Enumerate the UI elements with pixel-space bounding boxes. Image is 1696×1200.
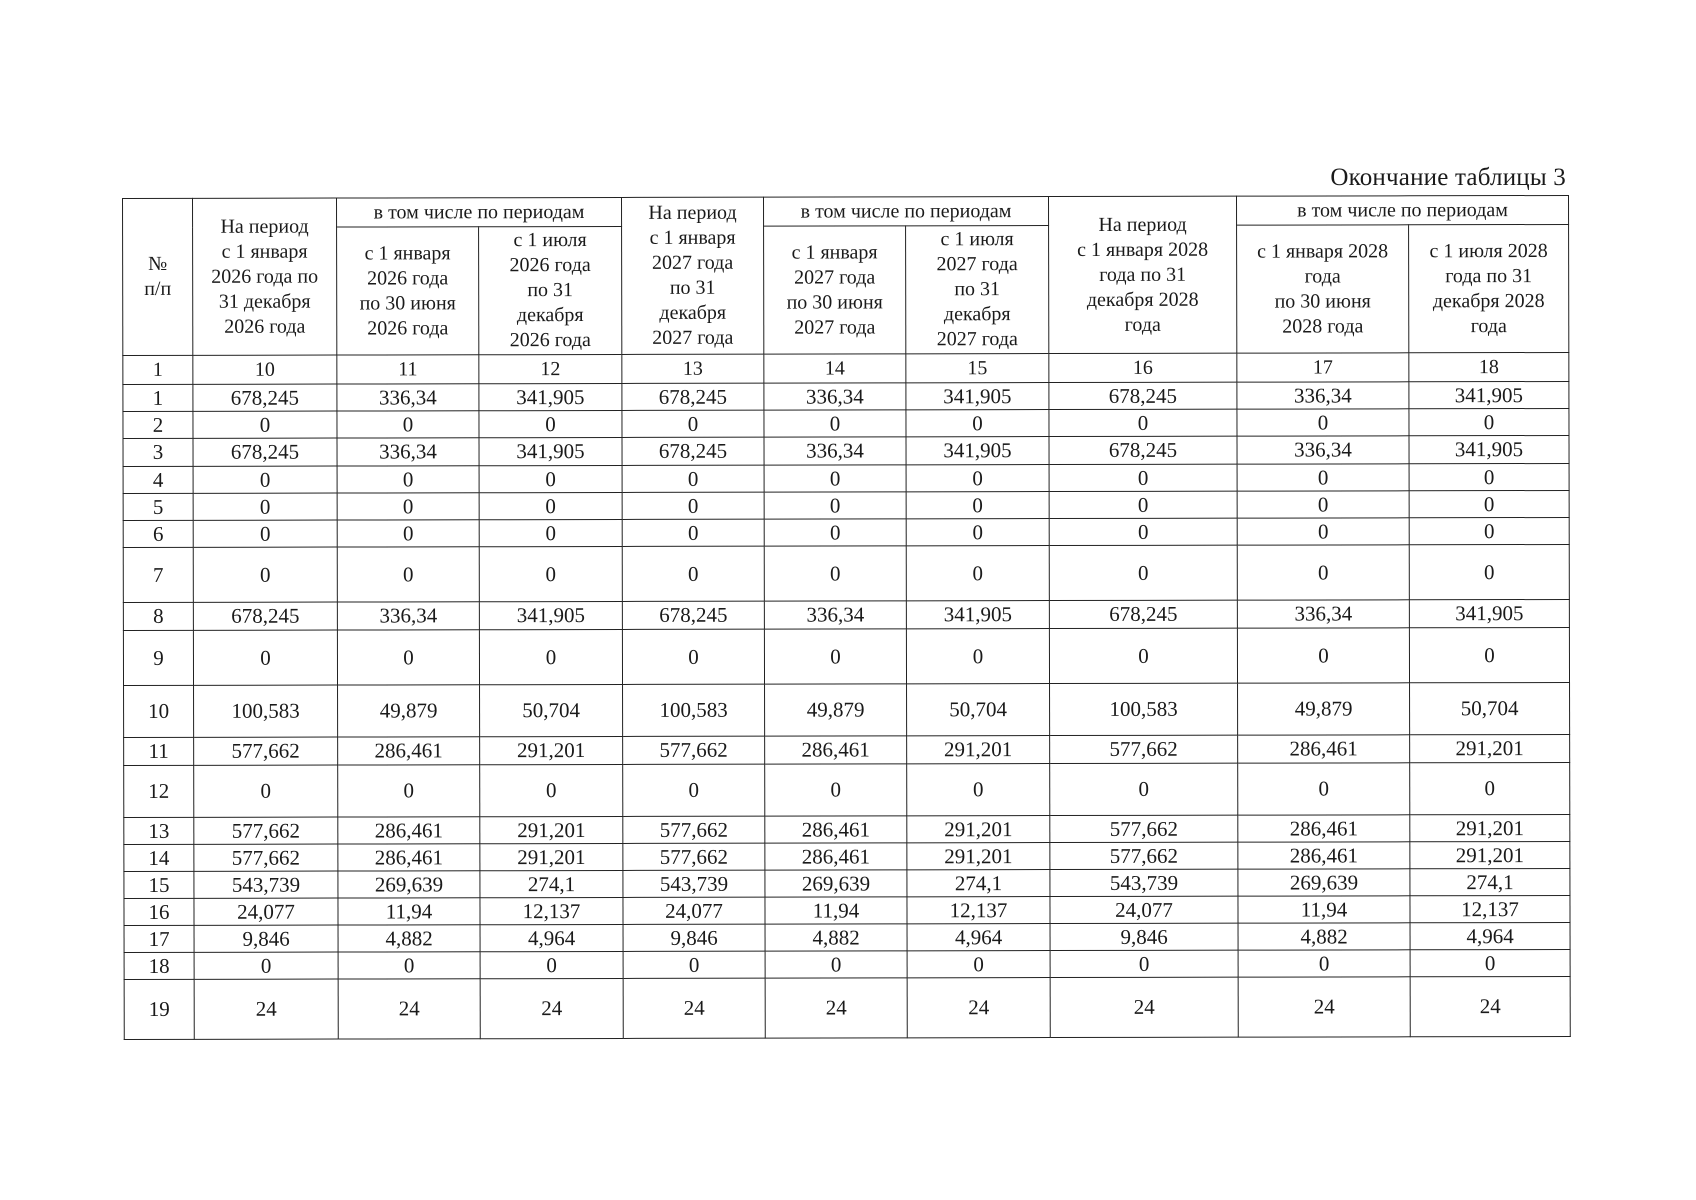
- value-cell: 341,905: [479, 437, 622, 465]
- table-row: [124, 949, 1570, 979]
- table-row: [123, 517, 1569, 547]
- value-cell: 24: [194, 979, 338, 1039]
- row-number-cell: 17: [124, 925, 194, 952]
- row-number-cell: 9: [123, 630, 193, 685]
- value-cell: 269,639: [338, 871, 480, 898]
- value-cell: 0: [764, 492, 906, 519]
- value-cell: 274,1: [480, 870, 623, 897]
- value-cell: 0: [1238, 950, 1410, 977]
- row-number-cell: 11: [124, 737, 194, 765]
- value-cell: 24: [765, 978, 907, 1038]
- value-cell: 291,201: [907, 843, 1050, 870]
- value-cell: 274,1: [907, 870, 1050, 897]
- table-row: [123, 408, 1569, 438]
- value-cell: 0: [1049, 464, 1237, 491]
- value-cell: 0: [1238, 763, 1410, 815]
- value-cell: 0: [193, 493, 337, 520]
- value-cell: 0: [765, 951, 907, 978]
- value-cell: 341,905: [906, 383, 1049, 410]
- table-row: [123, 544, 1569, 602]
- value-cell: 678,245: [1049, 436, 1237, 464]
- value-cell: 0: [764, 465, 906, 492]
- value-cell: 341,905: [1409, 381, 1569, 408]
- value-cell: 24: [907, 978, 1050, 1038]
- value-cell: 0: [479, 410, 622, 437]
- value-cell: 0: [764, 519, 906, 546]
- value-cell: 50,704: [1410, 682, 1570, 734]
- column-number-cell: 11: [337, 355, 479, 384]
- value-cell: 286,461: [1238, 842, 1410, 869]
- value-cell: 0: [479, 519, 622, 546]
- value-cell: 336,34: [764, 437, 906, 465]
- value-cell: 49,879: [765, 684, 907, 736]
- header-2028-h1: с 1 января 2028 года по 30 июня 2028 года: [1237, 225, 1409, 353]
- value-cell: 0: [1237, 545, 1409, 600]
- table-row: [124, 895, 1570, 925]
- value-cell: 678,245: [622, 383, 764, 410]
- table-row: [124, 976, 1570, 1039]
- value-cell: 341,905: [1409, 599, 1569, 627]
- row-number-cell: 5: [123, 493, 193, 520]
- value-cell: 678,245: [1049, 600, 1237, 628]
- value-cell: 336,34: [1237, 436, 1409, 464]
- value-cell: 336,34: [337, 384, 479, 411]
- value-cell: 0: [1410, 949, 1570, 976]
- value-cell: 291,201: [907, 736, 1050, 764]
- value-cell: 0: [337, 547, 479, 602]
- value-cell: 0: [622, 465, 764, 492]
- value-cell: 0: [193, 630, 337, 685]
- table-row: [124, 734, 1570, 765]
- row-number-cell: 3: [123, 438, 193, 466]
- value-cell: 291,201: [480, 736, 623, 764]
- header-2027-h2: с 1 июля 2027 года по 31 декабря 2027 года: [906, 226, 1049, 354]
- table-row: [124, 922, 1570, 952]
- value-cell: 0: [1237, 464, 1409, 491]
- value-cell: 0: [1409, 408, 1569, 435]
- value-cell: 0: [193, 411, 337, 438]
- value-cell: 678,245: [622, 601, 764, 629]
- value-cell: 291,201: [1410, 841, 1570, 868]
- value-cell: 336,34: [1237, 382, 1409, 409]
- value-cell: 291,201: [1410, 734, 1570, 762]
- value-cell: 0: [1049, 545, 1237, 600]
- row-number-cell: 19: [124, 979, 194, 1039]
- value-cell: 0: [1237, 491, 1409, 518]
- value-cell: 0: [906, 519, 1049, 546]
- value-cell: 0: [1237, 628, 1409, 683]
- value-cell: 0: [1409, 627, 1569, 682]
- column-number-cell: 1: [123, 355, 193, 384]
- value-cell: 0: [907, 951, 1050, 978]
- value-cell: 12,137: [480, 897, 623, 924]
- value-cell: 0: [338, 765, 480, 817]
- value-cell: 0: [906, 492, 1049, 519]
- value-cell: 577,662: [194, 817, 338, 844]
- value-cell: 0: [1049, 491, 1237, 518]
- value-cell: 0: [764, 546, 906, 601]
- value-cell: 678,245: [1049, 382, 1237, 409]
- value-cell: 336,34: [337, 602, 479, 630]
- value-cell: 543,739: [194, 871, 338, 898]
- value-cell: 0: [764, 629, 906, 684]
- row-number-cell: 7: [123, 547, 193, 602]
- value-cell: 286,461: [765, 816, 907, 843]
- table-row: [124, 841, 1570, 871]
- value-cell: 0: [193, 466, 337, 493]
- value-cell: 0: [1049, 518, 1237, 545]
- value-cell: 577,662: [1050, 815, 1238, 842]
- value-cell: 543,739: [1050, 869, 1238, 896]
- column-number-cell: 17: [1237, 353, 1409, 382]
- value-cell: 24: [1238, 977, 1410, 1037]
- row-number-cell: 12: [124, 765, 194, 817]
- header-group-2026: в том числе по периодам: [337, 197, 622, 227]
- value-cell: 0: [480, 764, 623, 816]
- column-number-cell: 10: [193, 355, 337, 384]
- value-cell: 0: [1049, 409, 1237, 436]
- column-number-cell: 12: [479, 354, 622, 383]
- header-year-2027-total: На период с 1 января 2027 года по 31 декабря 2027 года: [621, 197, 763, 354]
- value-cell: 4,882: [1238, 923, 1410, 950]
- value-cell: 678,245: [193, 438, 337, 466]
- row-number-cell: 6: [123, 520, 193, 547]
- value-cell: 100,583: [623, 684, 765, 736]
- value-cell: 543,739: [623, 870, 765, 897]
- table-row: [123, 627, 1569, 685]
- value-cell: 0: [479, 465, 622, 492]
- value-cell: 24: [1050, 977, 1238, 1037]
- value-cell: 0: [1050, 950, 1238, 977]
- value-cell: 0: [194, 765, 338, 817]
- value-cell: 286,461: [765, 843, 907, 870]
- value-cell: 24,077: [194, 898, 338, 925]
- header-2026-h2: с 1 июля 2026 года по 31 декабря 2026 года: [479, 226, 622, 354]
- row-number-cell: 15: [124, 871, 194, 898]
- column-number-row: [123, 352, 1569, 384]
- table-row: [123, 599, 1569, 630]
- value-cell: 0: [1050, 763, 1238, 815]
- header-2027-h1: с 1 января 2027 года по 30 июня 2027 года: [764, 226, 906, 354]
- value-cell: 9,846: [194, 925, 338, 952]
- row-number-cell: 4: [123, 466, 193, 493]
- value-cell: 577,662: [194, 737, 338, 765]
- value-cell: 577,662: [623, 736, 765, 764]
- value-cell: 336,34: [1237, 600, 1409, 628]
- value-cell: 0: [622, 629, 764, 684]
- value-cell: 4,882: [338, 925, 480, 952]
- value-cell: 0: [623, 764, 765, 816]
- row-number-cell: 2: [123, 411, 193, 438]
- row-number-cell: 14: [124, 844, 194, 871]
- data-table: [122, 195, 1571, 1040]
- row-number-cell: 16: [124, 898, 194, 925]
- column-number-cell: 13: [622, 354, 764, 383]
- value-cell: 341,905: [479, 601, 622, 629]
- table-row: [123, 381, 1569, 411]
- value-cell: 24: [1410, 976, 1570, 1036]
- value-cell: 291,201: [1410, 814, 1570, 841]
- value-cell: 269,639: [1238, 869, 1410, 896]
- value-cell: 0: [622, 410, 764, 437]
- value-cell: 341,905: [479, 383, 622, 410]
- value-cell: 0: [764, 410, 906, 437]
- value-cell: 678,245: [193, 602, 337, 630]
- column-number-cell: 15: [906, 354, 1049, 383]
- row-number-cell: 18: [124, 952, 194, 979]
- value-cell: 4,964: [1410, 922, 1570, 949]
- value-cell: 577,662: [1050, 735, 1238, 763]
- value-cell: 291,201: [480, 843, 623, 870]
- row-number-cell: 10: [124, 685, 194, 737]
- column-number-cell: 16: [1049, 353, 1237, 382]
- value-cell: 336,34: [764, 383, 906, 410]
- value-cell: 0: [906, 546, 1049, 601]
- value-cell: 49,879: [338, 685, 480, 737]
- column-number-cell: 18: [1409, 352, 1569, 381]
- value-cell: 286,461: [338, 817, 480, 844]
- value-cell: 577,662: [194, 844, 338, 871]
- value-cell: 9,846: [623, 924, 765, 951]
- value-cell: 341,905: [906, 437, 1049, 465]
- value-cell: 0: [906, 410, 1049, 437]
- value-cell: 341,905: [1409, 435, 1569, 463]
- value-cell: 0: [337, 630, 479, 685]
- row-number-cell: 1: [123, 384, 193, 411]
- value-cell: 286,461: [338, 737, 480, 765]
- value-cell: 24,077: [623, 897, 765, 924]
- value-cell: 577,662: [1050, 842, 1238, 869]
- value-cell: 4,964: [480, 924, 623, 951]
- value-cell: 4,964: [907, 924, 1050, 951]
- value-cell: 12,137: [907, 897, 1050, 924]
- value-cell: 0: [765, 764, 907, 816]
- value-cell: 24: [480, 978, 623, 1038]
- value-cell: 0: [337, 466, 479, 493]
- value-cell: 0: [1237, 518, 1409, 545]
- value-cell: 341,905: [906, 601, 1049, 629]
- value-cell: 286,461: [338, 844, 480, 871]
- header-group-2027: в том числе по периодам: [763, 197, 1048, 227]
- value-cell: 0: [1410, 762, 1570, 814]
- value-cell: 0: [479, 546, 622, 601]
- value-cell: 49,879: [1238, 683, 1410, 735]
- table-caption: Окончание таблицы 3: [1330, 164, 1566, 191]
- value-cell: 291,201: [907, 816, 1050, 843]
- value-cell: 24,077: [1050, 896, 1238, 923]
- value-cell: 274,1: [1410, 868, 1570, 895]
- value-cell: 0: [480, 951, 623, 978]
- table-row: [123, 490, 1569, 520]
- table-row: [123, 463, 1569, 493]
- value-cell: 9,846: [1050, 923, 1238, 950]
- table-row: [124, 762, 1570, 817]
- value-cell: 269,639: [765, 870, 907, 897]
- value-cell: 577,662: [623, 843, 765, 870]
- value-cell: 11,94: [338, 898, 480, 925]
- value-cell: 50,704: [480, 684, 623, 736]
- value-cell: 0: [907, 764, 1050, 816]
- value-cell: 12,137: [1410, 895, 1570, 922]
- value-cell: 678,245: [193, 384, 337, 411]
- column-number-cell: 14: [764, 354, 906, 383]
- table-row: [124, 814, 1570, 844]
- value-cell: 336,34: [337, 438, 479, 466]
- value-cell: 11,94: [1238, 896, 1410, 923]
- value-cell: 50,704: [907, 684, 1050, 736]
- header-year-2028-total: На период с 1 января 2028 года по 31 декабря 2028 года: [1048, 196, 1236, 353]
- header-group-2028: в том числе по периодам: [1236, 195, 1568, 225]
- table-row: [123, 435, 1569, 466]
- header-row-number: № п/п: [123, 198, 193, 355]
- value-cell: 0: [337, 520, 479, 547]
- value-cell: 678,245: [622, 437, 764, 465]
- value-cell: 100,583: [1050, 683, 1238, 735]
- value-cell: 0: [906, 629, 1049, 684]
- value-cell: 0: [623, 951, 765, 978]
- value-cell: 291,201: [480, 816, 623, 843]
- value-cell: 0: [622, 519, 764, 546]
- value-cell: 0: [1409, 490, 1569, 517]
- value-cell: 0: [1409, 517, 1569, 544]
- table-body: [123, 381, 1570, 1039]
- value-cell: 24: [623, 978, 765, 1038]
- table-row: [124, 682, 1570, 737]
- value-cell: 0: [1409, 544, 1569, 599]
- value-cell: 286,461: [1238, 815, 1410, 842]
- value-cell: 0: [1237, 409, 1409, 436]
- value-cell: 0: [193, 547, 337, 602]
- value-cell: 0: [337, 411, 479, 438]
- value-cell: 0: [479, 629, 622, 684]
- value-cell: 0: [337, 493, 479, 520]
- value-cell: 0: [338, 952, 480, 979]
- value-cell: 0: [622, 492, 764, 519]
- header-2028-h2: с 1 июля 2028 года по 31 декабря 2028 года: [1409, 224, 1569, 352]
- value-cell: 336,34: [764, 601, 906, 629]
- value-cell: 577,662: [623, 816, 765, 843]
- value-cell: 0: [193, 520, 337, 547]
- row-number-cell: 13: [124, 817, 194, 844]
- table-row: [124, 868, 1570, 898]
- value-cell: 0: [906, 465, 1049, 492]
- value-cell: 24: [338, 979, 480, 1039]
- value-cell: 0: [194, 952, 338, 979]
- value-cell: 11,94: [765, 897, 907, 924]
- value-cell: 0: [1409, 463, 1569, 490]
- value-cell: 4,882: [765, 924, 907, 951]
- value-cell: 100,583: [194, 685, 338, 737]
- row-number-cell: 8: [123, 602, 193, 630]
- value-cell: 0: [479, 492, 622, 519]
- value-cell: 0: [1049, 628, 1237, 683]
- value-cell: 286,461: [765, 736, 907, 764]
- value-cell: 0: [622, 546, 764, 601]
- value-cell: 286,461: [1238, 735, 1410, 763]
- header-2026-h1: с 1 января 2026 года по 30 июня 2026 года: [337, 227, 479, 355]
- header-year-2026-total: На период с 1 января 2026 года по 31 декабря 2026 года: [193, 198, 337, 355]
